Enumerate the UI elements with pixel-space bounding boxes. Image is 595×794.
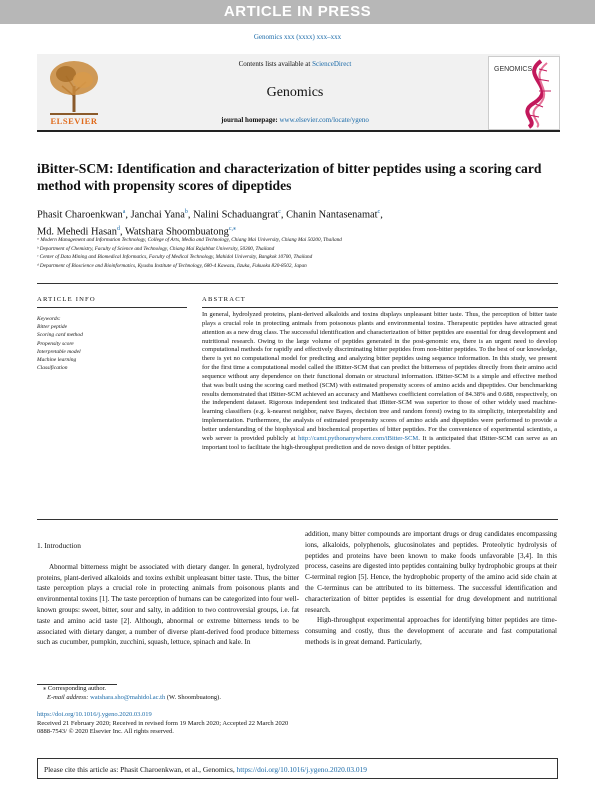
doi-block	[37, 711, 437, 737]
footnotes	[37, 685, 437, 702]
author-name[interactable]: Md. Mehedi Hasan	[37, 226, 117, 238]
author-affiliation-marker[interactable]: d	[116, 226, 120, 233]
journal-title: Genomics	[266, 85, 324, 100]
cover-title: GENOMICS	[494, 66, 533, 73]
copyright-line: 0888-7543/ © 2020 Elsevier Inc. All rights reserved.	[37, 728, 174, 736]
affiliation: ᵃ Modern Management and Information Technology, College of Arts, Media and Technology, Chiang Mai University, Chiang Mai 50200, Thailand	[37, 237, 342, 243]
abstract-ending: . It is anticipated that iBitter-SCM can serve as an important tool to facilitate the high-throughput prediction and de novo design of bitter peptides.	[202, 434, 557, 451]
body-right-column	[305, 529, 557, 648]
author-affiliation-marker[interactable]: b	[184, 209, 188, 215]
body-left-column	[37, 541, 299, 648]
author-affiliation-marker[interactable]: c	[377, 209, 381, 215]
keyword: Interpretable model	[37, 348, 81, 355]
keywords-label: Keywords:	[37, 316, 61, 322]
affiliations	[37, 236, 557, 270]
paragraph: High-throughput experimental approaches for identifying bitter peptides are time-consuming and costly, thus the development of accurate and fast computational methods is in great demand. Particularly,	[305, 616, 557, 646]
paragraph: Abnormal bitterness might be associated with dietary danger. In general, hydrolyzed proteins, plant-derived alkaloids and toxins exhibit unpleasant bitter taste. Thus, the bitter taste perception plays a crucial role in protecting animals from poisonous plants and environmental toxins [1]. The taste perception of humans can be categorized into four well-known groups: sweet, bitter, sour and salty, in addition to two controversial groups, i.e. fat taste and amino acid taste [2]. Although, abnormal or extreme bitterness tends to be associated with dietary danger, a number of diverse plant-derived food produce bitterness such as cucumber, pumpkin, zucchini, squash, lettuce, spinach and kale. In	[37, 562, 299, 647]
author-affiliation-marker[interactable]: a	[122, 209, 126, 215]
doi-link[interactable]: https://doi.org/10.1016/j.ygeno.2020.03.019	[37, 711, 152, 718]
abstract-heading: ABSTRACT	[202, 296, 247, 303]
journal-citation-link[interactable]: Genomics xxx (xxxx) xxx–xxx	[253, 33, 342, 41]
affiliation: ᵈ Department of Bioscience and Bioinformatics, Kyushu Institute of Technology, 680-4 Kawazu, Iizuka, Fukuoka 820-8502, Japan	[37, 262, 307, 269]
divider	[37, 519, 558, 520]
divider	[202, 307, 558, 308]
author-affiliation-marker[interactable]: c	[278, 209, 281, 215]
elsevier-tree-logo	[40, 56, 108, 116]
author-list: Phasit Charoenkwan$^a$, Janchai Yana$^b$, Nalini Schaduangrat$^c$, Chanin Nantasenamat$^c$, Md. Mehedi Hasan$^d$, Watshara Shoombuatong$^{c,⁎}$	[37, 209, 383, 238]
homepage-line	[110, 116, 480, 124]
divider	[37, 307, 187, 308]
author-name[interactable]: Janchai Yana	[130, 209, 185, 221]
paragraph: addition, many bitter compounds are important drugs or drug candidates encompassing ions, alkaloids, polyphenols, glucosinolates and peptides. Proteolytic hydrolysis of peptides and proteins have been known to make foods unfavorable [3,4]. In this process, caseins are digested into peptides containing bulky hydrophobic groups at their C-terminal region [5]. Hence, the hydrophobic property of the amino acid side chain at the C-terminus can be attributed to its bitterness. The successful identification and characterization of bitter peptides is essential for drug development and nutritional research.	[305, 530, 557, 614]
article-title: iBitter-SCM: Identification and characterization of bitter peptides using a scoring card method with propensity scores of dipeptides	[37, 161, 542, 193]
cite-prefix: Please cite this article as: Phasit Charoenkwan, et al., Genomics,	[44, 765, 235, 774]
affiliation: ᶜ Center of Data Mining and Biomedical Informatics, Faculty of Medical Technology, Mahidol University, Bangkok 10700, Thailand	[37, 254, 313, 261]
journal-cover-thumbnail	[488, 56, 560, 130]
sciencedirect-link[interactable]: ScienceDirect	[312, 60, 352, 68]
keyword: Scoring card method	[37, 332, 83, 339]
keyword: Bitter peptide	[37, 324, 68, 331]
homepage-link[interactable]: www.elsevier.com/locate/ygeno	[279, 116, 369, 124]
keywords-block	[37, 315, 187, 372]
email-label: E-mail address:	[47, 693, 89, 701]
divider	[37, 283, 558, 284]
author-name[interactable]: Phasit Charoenkwan	[37, 209, 123, 221]
author-name[interactable]: Nalini Schaduangrat	[193, 209, 279, 221]
author-affiliation-marker[interactable]: c,⁎	[228, 226, 237, 233]
homepage-prefix: journal homepage:	[221, 116, 278, 124]
keyword: Machine learning	[37, 357, 77, 364]
author-name[interactable]: Chanin Nantasenamat	[286, 209, 378, 221]
abstract-text	[202, 311, 557, 453]
web-server-link[interactable]: http://camt.pythonanywhere.com/iBitter-SCM	[298, 434, 419, 442]
keyword: Classification	[37, 365, 68, 372]
affiliation: ᵇ Department of Chemistry, Faculty of Science and Technology, Chiang Mai Rajabhat University, 50300, Thailand	[37, 245, 275, 252]
received-dates: Received 21 February 2020; Received in revised form 19 March 2020; Accepted 22 March 2020	[37, 719, 289, 727]
abstract-body: In general, hydrolyzed proteins, plant-derived alkaloids and toxins displays unpleasant bitter taste. Thus, the perception of bitter taste plays a crucial role in protecting animals from poisonous plants and environmental toxins. Therapeutic peptides have attracted great attention as a new drug class. The successful identification and characterization of bitter peptides are essential for drug development and nutritional research. Owing to the large volume of peptides generated in the post-genomic era, there is an urgent need to develop computational methods for rapidly and effectively discriminating bitter peptides from non-bitter peptides. To the best of our knowledge, there is yet no computational model for predicting and analyzing bitter peptides using sequence information. In this study, we present for the first time a computational model called the iBitter-SCM that can predict the bitterness of peptides directly from their amino acid sequence without any dependence on their functional domain or structural information. iBitter-SCM is a simple and effective method that was built using the scoring card method (SCM) with estimated propensity scores of amino acids and dipeptides. Our benchmarking results demonstrated that iBitter-SCM achieved an accuracy and Matthews coefficient correlation of 84.38% and 0.688, respectively, on the independent dataset. Rigorous independent test indicated that iBitter-SCM was superior to those of other widely used machine-learning classifiers (e.g. k-nearest neighbor, naive Bayes, decision tree and random forest) owing to its simplicity, interpretability and implementation. Furthermore, the analysis of estimated propensity scores of amino acids and dipeptides were performed to provide a better understanding of the biophysical and biochemical properties of bitter peptides. For the convenience of experimental scientists, a web server is provided publicly at	[202, 311, 557, 442]
section-heading: 1. Introduction	[37, 541, 81, 550]
corresponding-author-note: ⁎ Corresponding author.	[43, 685, 107, 692]
cite-doi-link[interactable]: https://doi.org/10.1016/j.ygeno.2020.03.019	[236, 765, 367, 774]
article-in-press-banner: ARTICLE IN PRESS	[0, 0, 595, 24]
email-link[interactable]: watshara.sho@mahidol.ac.th	[90, 693, 166, 701]
keyword: Propensity score	[37, 340, 74, 347]
contents-prefix: Contents lists available at	[238, 60, 311, 68]
contents-line	[110, 60, 480, 68]
please-cite-box	[37, 758, 558, 779]
article-info-heading: ARTICLE INFO	[37, 296, 96, 303]
publisher-name: ELSEVIER	[50, 116, 98, 126]
author-name[interactable]: Watshara Shoombuatong	[124, 226, 229, 238]
email-suffix: (W. Shoombuatong).	[166, 693, 221, 701]
email-line	[37, 694, 437, 703]
